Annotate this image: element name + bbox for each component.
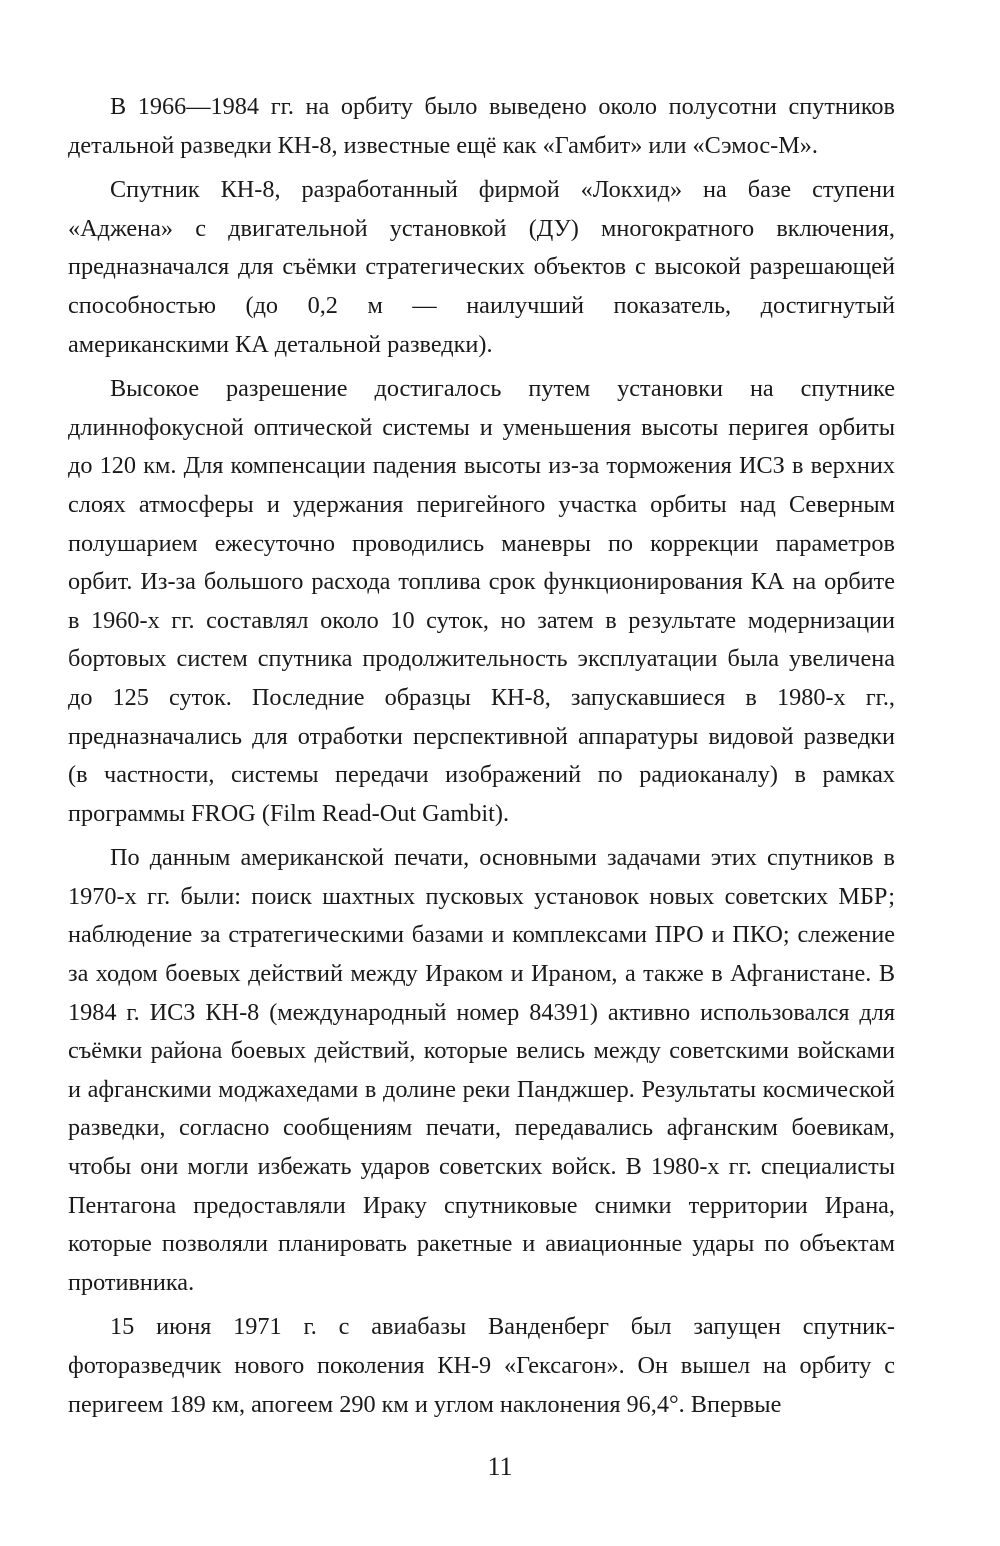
page-number: 11 bbox=[487, 1452, 513, 1481]
paragraph-kh8-design: Спутник КН-8, разработанный фирмой «Локхид» на базе ступени «Аджена» с двигательной установкой (ДУ) многократного включения, предназначался для съёмки стратегических объектов с высокой разрешающей способностью (до 0,2 м — наилучший показатель, достигнутый американскими КА детальной разведки). bbox=[68, 176, 895, 358]
paragraph-missions: По данным американской печати, основными задачами этих спутников в 1970-х гг. были: поиск шахтных пусковых установок новых советских МБР; наблюдение за стратегическими базами и комплексами ПРО и ПКО; слежение за ходом боевых действий между Ираком и Ираном, а также в Афганистане. В 1984 г. ИСЗ КН-8 (международный номер 84391) активно использовался для съёмки района боевых действий, которые велись между советскими войсками и афганскими моджахедами в долине реки Панджшер. Результаты космической разведки, согласно сообщениям печати, передавались афганским боевикам, чтобы они могли избежать ударов советских войск. В 1980-х гг. специалисты Пентагона предоставляли Ираку спутниковые снимки территории Ирана, которые позволяли планировать ракетные и авиационные удары по объектам противника. bbox=[68, 844, 895, 1296]
paragraph-kh9-launch: 15 июня 1971 г. с авиабазы Ванденберг был запущен спутник-фоторазведчик нового поколения КН-9 «Гексагон». Он вышел на орбиту с перигеем 189 км, апогеем 290 км и углом наклонения 96,4°. Впервые bbox=[68, 1313, 895, 1418]
body-text bbox=[68, 88, 895, 1430]
paragraph-resolution: Высокое разрешение достигалось путем установки на спутнике длиннофокусной оптической системы и уменьшения высоты перигея орбиты до 120 км. Для компенсации падения высоты из-за торможения ИСЗ в верхних слоях атмосферы и удержания перигейного участка орбиты над Северным полушарием ежесуточно проводились маневры по коррекции параметров орбит. Из-за большого расхода топлива срок функционирования КА на орбите в 1960-х гг. составлял около 10 суток, но затем в результате модернизации бортовых систем спутника продолжительность эксплуатации была увеличена до 125 суток. Последние образцы КН-8, запускавшиеся в 1980-х гг., предназначались для отработки перспективной аппаратуры видовой разведки (в частности, системы передачи изображений по радиоканалу) в рамках программы FROG (Film Read-Out Gambit). bbox=[68, 375, 895, 827]
paragraph-kh8-intro: В 1966—1984 гг. на орбиту было выведено около полусотни спутников детальной разведки КН-8, известные ещё как «Гамбит» или «Сэмос-М». bbox=[68, 93, 895, 159]
